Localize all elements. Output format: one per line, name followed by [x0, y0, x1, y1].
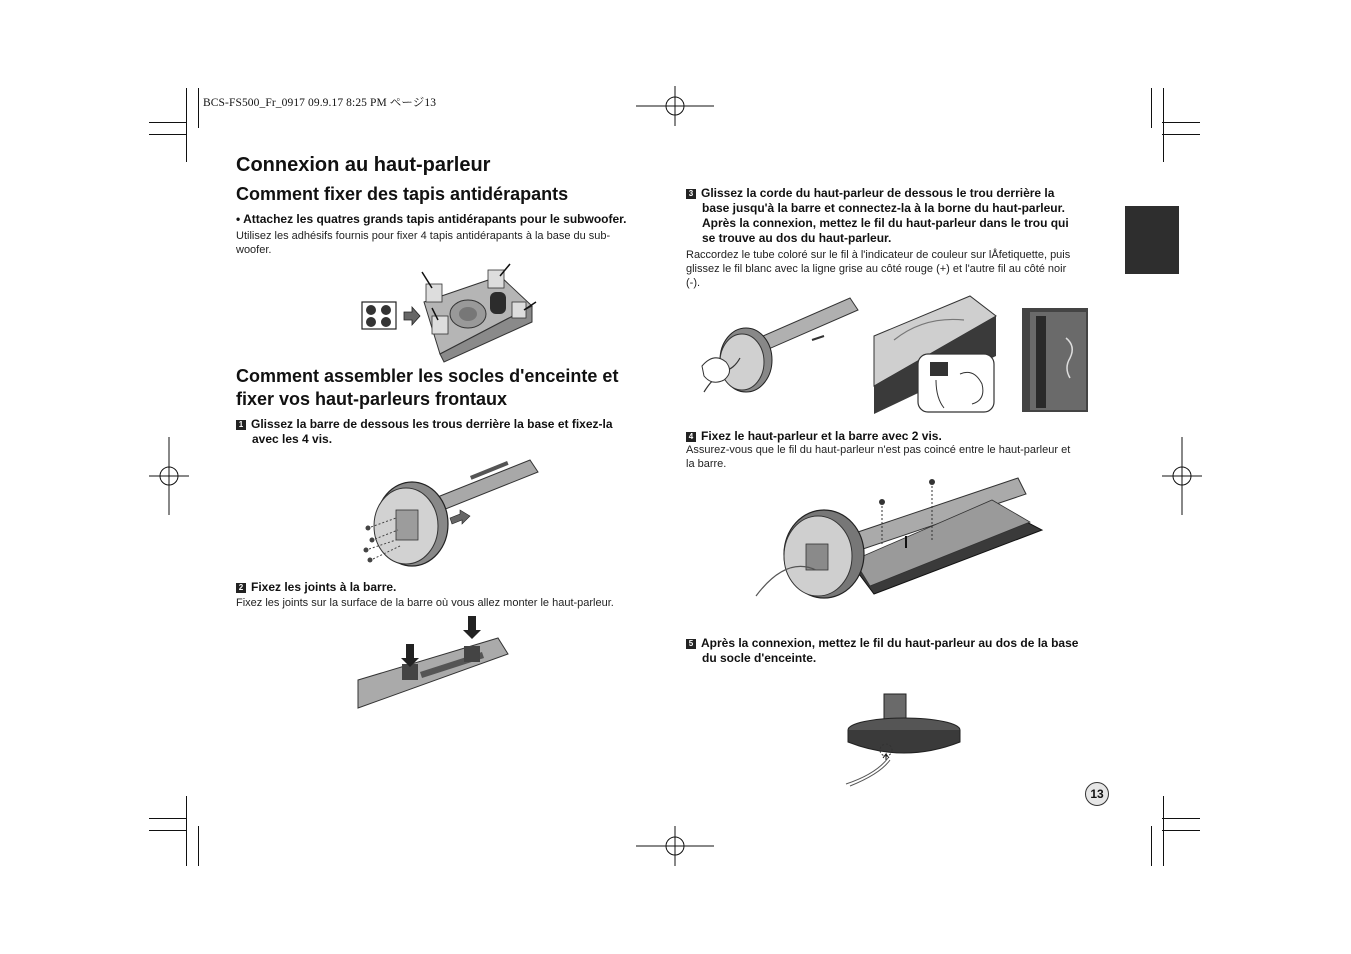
- step-3-line3: Après la connexion, mettez le fil du haut-parleur dans le trou qui: [702, 216, 1069, 230]
- bullet-tapis: • Attachez les quatres grands tapis antidérapants pour le subwoofer.: [236, 212, 627, 226]
- step-3-text-line1: Raccordez le tube coloré sur le fil à l'indicateur de couleur sur lÅfetiquette, puis: [686, 249, 1071, 261]
- section-heading-tapis: Comment fixer des tapis antidérapants: [236, 184, 569, 204]
- step-4: [686, 429, 942, 444]
- step-4-text-line2: la barre.: [686, 458, 727, 470]
- step-5-line2: du socle d'enceinte.: [702, 651, 817, 665]
- stand-base-illustration: [846, 694, 966, 786]
- terminal-connection-illustration: [874, 296, 996, 414]
- file-header: BCS-FS500_Fr_0917 09.9.17 8:25 PM ページ13: [203, 97, 437, 109]
- step-3-line2: base jusqu'à la barre et connectez-la à la borne du haut-parleur.: [702, 201, 1065, 215]
- section-heading-socles-line2: fixer vos haut-parleurs frontaux: [236, 389, 508, 409]
- step-3-number: 3: [686, 189, 696, 199]
- step-1-line2: avec les 4 vis.: [252, 432, 333, 446]
- cord-through-base-illustration: [700, 296, 862, 396]
- registration-target-left: [149, 437, 189, 515]
- step-2-title: Fixez les joints à la barre.: [251, 580, 397, 594]
- step-1-line1: Glissez la barre de dessous les trous derrière la base et fixez-la: [251, 417, 613, 431]
- step-3-line4: se trouve au dos du haut-parleur.: [702, 231, 892, 245]
- base-bar-illustration: [360, 458, 542, 570]
- step-4-number: 4: [686, 432, 696, 442]
- step-4-text-line1: Assurez-vous que le fil du haut-parleur n'est pas coincé entre le haut-parleur et: [686, 444, 1071, 456]
- speaker-rear-illustration: [1022, 308, 1088, 412]
- step-3-text-line2: glissez le fil blanc avec la ligne grise au côté rouge (+) et l'autre fil au côté noir: [686, 263, 1067, 275]
- step-2-text: Fixez les joints sur la surface de la barre où vous allez monter le haut-parleur.: [236, 597, 614, 609]
- section-heading-socles-line1: Comment assembler les socles d'enceinte et: [236, 366, 619, 386]
- text-tapis-line1: Utilisez les adhésifs fournis pour fixer 4 tapis antidérapants à la base du sub-: [236, 230, 611, 242]
- step-3: [686, 186, 1069, 246]
- speaker-screws-illustration: [756, 474, 1046, 600]
- registration-target-bottom: [636, 826, 714, 866]
- chapter-tab-marker: [1125, 206, 1179, 274]
- step-5-line1: Après la connexion, mettez le fil du haut-parleur au dos de la base: [701, 636, 1079, 650]
- step-5: [686, 636, 1078, 666]
- step-4-title: Fixez le haut-parleur et la barre avec 2 vis.: [701, 429, 942, 443]
- text-tapis-line2: woofer.: [236, 244, 272, 256]
- step-3-text-line3: (-).: [686, 277, 701, 289]
- bar-joints-illustration: [358, 614, 508, 710]
- registration-target-top: [636, 86, 714, 126]
- subwoofer-pads-illustration: [360, 262, 540, 362]
- step-3-line1: Glissez la corde du haut-parleur de dessous le trou derrière la: [701, 186, 1055, 200]
- step-2: [236, 580, 396, 595]
- step-2-number: 2: [236, 583, 246, 593]
- page-title: Connexion au haut-parleur: [236, 154, 491, 176]
- step-1-number: 1: [236, 420, 246, 430]
- page-number-badge: 13: [1085, 782, 1109, 806]
- registration-target-right: [1162, 437, 1202, 515]
- step-1: [236, 417, 613, 447]
- step-5-number: 5: [686, 639, 696, 649]
